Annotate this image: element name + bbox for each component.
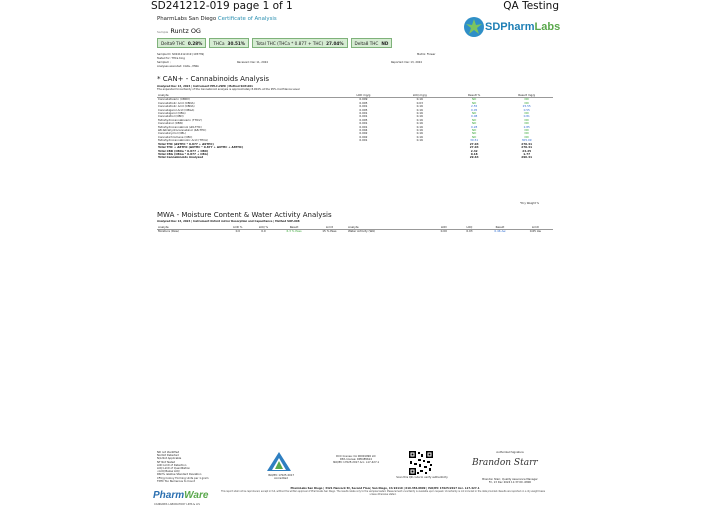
analyte-name: Δ8-tetrahydrocannabinol (Δ8-THC) xyxy=(158,128,207,133)
total-mg: 296.41 xyxy=(521,155,533,160)
loq-value: 0.16 xyxy=(416,97,423,102)
wa-analyte: Water Activity (WA) xyxy=(348,229,376,234)
lod-value: 0.004 xyxy=(359,128,368,133)
logo-word-a: SDPharm xyxy=(485,21,535,33)
cannabinoid-analyzed: Analyzed Dec 13, 2024 | Instrument HPLC-VWD | Method SOP-001 xyxy=(157,85,253,88)
badge-delta9: Delta9 THC 0.28% xyxy=(157,38,206,48)
wa-lod: 0.00 xyxy=(440,229,447,234)
analyte-name: Cannabigerol Acid (CBGA) xyxy=(158,107,195,112)
result-mg: 25.55 xyxy=(522,104,531,109)
loq-value: 0.03 xyxy=(416,100,423,105)
moisture-section-title: MWA - Moisture Content & Water Activity Analysis xyxy=(157,211,332,219)
result-pct: 0.28 xyxy=(471,124,478,129)
col-result: Result xyxy=(289,225,299,229)
pharmware-a: Pharm xyxy=(153,490,185,501)
leaf-icon xyxy=(463,16,485,38)
dry-weight-note: *Dry Weight % xyxy=(520,202,540,205)
result-pct: 0.05 xyxy=(471,107,478,112)
result-mg: ND xyxy=(524,131,529,136)
legend-item: <LOQ Below LOQ xyxy=(157,470,180,474)
wa-result: 0.46 Aw xyxy=(494,229,506,234)
total-mg: 270.41 xyxy=(521,141,533,146)
sample-meta xyxy=(157,53,557,71)
pharmware-subtitle: CANNABIS LABORATORY LIMS & LIS xyxy=(154,503,200,506)
accreditation-caption: ISO/IEC 17025:2017 Accredited xyxy=(267,474,295,481)
total-pct: 2.42 xyxy=(470,148,478,153)
table-row xyxy=(347,230,553,234)
sample-label: Sample xyxy=(157,30,169,34)
col-lod: LOD xyxy=(440,225,447,229)
total-label: Total CBD (CBDa * 0.877 + CBD) xyxy=(158,148,209,153)
lod-value: 0.005 xyxy=(359,100,368,105)
reported: Reported: Dec 13, 2024 xyxy=(391,61,422,64)
legend-item: LOQ Limit of Quantitation xyxy=(157,467,191,471)
analyte-name: Cannabinol (CBN) xyxy=(158,121,183,126)
loq-value: 0.16 xyxy=(416,104,423,109)
col-limit: Limit xyxy=(531,225,539,229)
result-mg: ND xyxy=(524,100,529,105)
result-pct: ND xyxy=(472,97,477,102)
total-label: Total THC + Δ8THC (Δ9THC * 0.877 + Δ9THC + Δ8THC) xyxy=(158,145,244,150)
moisture-limit: 15 % Pass xyxy=(322,229,337,234)
result-pct: ND xyxy=(472,100,477,105)
analyte-name: Cannabidiol (CBD) xyxy=(158,114,184,119)
signer-block xyxy=(475,478,545,484)
qr-caption: Scan this QR code to verify authenticity xyxy=(396,476,448,479)
analyte-name: Tetrahydrocannabivarin (THCV) xyxy=(158,117,202,122)
col-result-pct: Result % xyxy=(468,93,481,97)
col-limit: Limit xyxy=(325,225,333,229)
legend-item: N/A Not Applicable xyxy=(157,457,182,461)
moisture-analyte: Moisture (Raw) xyxy=(158,229,179,234)
result-pct: ND xyxy=(472,111,477,116)
lod-value: 0.009 xyxy=(359,97,368,102)
license-dea: DEA license: RP0485614 xyxy=(340,458,372,462)
table-row xyxy=(157,230,347,234)
badge-thca: THCa 30.51% xyxy=(209,38,249,48)
license-iso: ISO/IEC 17025:2017 Acc. L17-427-1 xyxy=(332,461,380,465)
loq-value: 0.16 xyxy=(416,107,423,112)
cannabinoid-section-title: * CAN+ - Cannabinoids Analysis xyxy=(157,75,270,83)
total-mg: 270.41 xyxy=(521,145,533,150)
cannabinoid-table xyxy=(157,94,553,160)
result-mg: 0.81 xyxy=(523,114,530,119)
qr-code-icon[interactable] xyxy=(408,450,434,476)
col-result-mg: Result mg/g xyxy=(518,93,536,97)
total-pct: 27.04 xyxy=(469,141,479,146)
pharmware-b: Ware xyxy=(184,490,209,501)
legend-item: NA Not Detected xyxy=(157,454,179,458)
legend-item: CFU/g Colony Forming Units per 1 gram xyxy=(157,476,209,480)
result-pct: ND xyxy=(472,134,477,139)
legend-item: LOD Limit of Detection xyxy=(157,463,187,467)
abbreviation-legend xyxy=(157,451,217,483)
lod-value: 0.002 xyxy=(359,134,368,139)
result-mg: 0.55 xyxy=(523,107,530,112)
legend-item: ND not Identified xyxy=(157,451,180,454)
sampled: Sampled: ; xyxy=(157,61,171,64)
lab-name: PharmLabs San Diego xyxy=(157,16,217,22)
spacer xyxy=(335,156,391,159)
lod-value: 0.001 xyxy=(359,138,368,143)
lod-value: 0.001 xyxy=(359,124,368,129)
result-mg: ND xyxy=(524,97,529,102)
loq-value: 0.16 xyxy=(416,114,423,119)
badge-total-thc: Total THC (THCa * 0.877 + THC) 27.04% xyxy=(252,38,348,48)
loq-value: 0.16 xyxy=(416,121,423,126)
loq-value: 0.16 xyxy=(416,128,423,133)
loq-value: 0.16 xyxy=(416,117,423,122)
result-mg: ND xyxy=(524,128,529,133)
analyte-name: Cannabidivarin (CBDV) xyxy=(158,97,191,102)
result-pct: ND xyxy=(472,131,477,136)
page-title: SD241212-019 page 1 of 1 xyxy=(151,0,293,12)
total-pct: 27.04 xyxy=(469,145,479,150)
col-lod: LOD mg/g xyxy=(356,93,371,97)
lod-value: 0.001 xyxy=(359,111,368,116)
lod-value: 0.002 xyxy=(359,131,368,136)
cannabinoid-uncertainty: The expanded Uncertainty of the Cannabinoid analysis is approximately 8.904% at the 95% Confidence Level xyxy=(157,88,300,92)
analyte-name: Cannabicyclol (CBL) xyxy=(158,131,186,136)
product-line xyxy=(157,27,201,35)
col-analyte: Analyte xyxy=(158,225,169,229)
legend-item: TNTC Too Numerous to Count xyxy=(157,479,195,483)
sample-id: Sample ID: SD241212-019 (105739) xyxy=(157,53,205,56)
sdpharmlabs-logo xyxy=(463,16,561,40)
result-mg: 2.85 xyxy=(523,124,530,129)
result-pct: ND xyxy=(472,121,477,126)
analyte-name: Tetrahydrocannabinolic Acid (THCA) xyxy=(158,138,209,143)
col-analyte: Analyte xyxy=(158,93,169,97)
lod-value: 0.001 xyxy=(359,121,368,126)
received: Received: Dec 11, 2024 xyxy=(237,61,268,64)
col-loq: LOQ xyxy=(466,225,473,229)
water-activity-table xyxy=(347,226,553,234)
address-line: PharmLabs San Diego | 3421 Hancock St, Second Floor, San Diego, CA 92110 | 619.356.0899 | ISO/IEC 17025:2017 Acc. L17-427-1 xyxy=(290,487,480,490)
result-pct: ND xyxy=(472,117,477,122)
result-mg: ND xyxy=(524,117,529,122)
moisture-result: 6.3 % Pass xyxy=(286,229,302,234)
tested-for: Tested for: THCa King xyxy=(157,57,185,60)
spacer xyxy=(392,156,448,159)
lod-value: 0.001 xyxy=(359,104,368,109)
total-mg: 1.77 xyxy=(523,151,531,156)
loq-value: 0.16 xyxy=(416,124,423,129)
analyte-name: Cannabidiolic Acid (CBDA) xyxy=(158,100,195,105)
total-label: Total THC (Δ9THC * 0.877 + Δ9THC) xyxy=(158,141,214,146)
signature-heading: Authorized Signature xyxy=(496,451,524,454)
loq-value: 0.16 xyxy=(416,138,423,143)
cannabinoid-section-sub xyxy=(157,85,557,91)
product-name: Runtz OG xyxy=(170,27,201,35)
analyte-name: Cannabidiolic Acid (CBDA) xyxy=(158,104,195,109)
pja-accreditation-icon xyxy=(266,451,292,473)
total-label: Total CBG (CBGa * 0.877 + CBG) xyxy=(158,151,209,156)
col-lod: LOD % xyxy=(233,225,243,229)
lod-value: 0.005 xyxy=(359,117,368,122)
result-mg: ND xyxy=(524,111,529,116)
result-pct: 0.08 xyxy=(471,114,478,119)
result-mg: ND xyxy=(524,134,529,139)
badge-delta8: Delta8 THC ND xyxy=(351,38,393,48)
loq-value: 0.16 xyxy=(416,134,423,139)
logo-word-b: Labs xyxy=(534,21,561,33)
moisture-loq: 0.0 xyxy=(261,229,266,234)
license-dcc: DCC license: CA 00001996 LIC xyxy=(336,455,376,458)
total-mg: 24.25 xyxy=(522,148,532,153)
coa-label: Certificate of Analysis xyxy=(217,16,277,22)
legend-item: NT Not Tested xyxy=(157,460,176,464)
lod-value: 0.005 xyxy=(359,107,368,112)
result-mg: 305.09 xyxy=(521,138,532,143)
signer-name: Brandon Starr, Quality Assurance Manager xyxy=(482,478,538,481)
result-pct: 30.51 xyxy=(470,138,479,143)
pharmware-logo xyxy=(153,490,208,501)
moisture-table xyxy=(157,226,347,234)
loq-value: 0.16 xyxy=(416,111,423,116)
potency-summary xyxy=(157,38,392,48)
legend-item: RSD% relative Standard Deviation xyxy=(157,473,202,477)
wa-limit: 0.65 Aw xyxy=(529,229,541,234)
license-block xyxy=(325,455,387,465)
analyte-name: Cannabigerol (CBG) xyxy=(158,111,186,116)
lab-heading xyxy=(157,16,277,22)
total-pct: 29.64 xyxy=(469,155,479,160)
analyte-name: Cannabichromene (CBC) xyxy=(158,134,193,139)
result-pct: 2.55 xyxy=(471,104,478,109)
result-mg: ND xyxy=(524,121,529,126)
analyte-name: Tetrahydrocannabinol (Δ9-THC) xyxy=(158,124,202,129)
lod-value: 0.001 xyxy=(359,114,368,119)
total-row xyxy=(157,156,553,159)
total-label: Total Cannabinoids Analyzed xyxy=(158,155,204,160)
loq-value: 0.16 xyxy=(416,131,423,136)
col-loq: LOQ mg/g xyxy=(412,93,427,97)
col-loq: LOQ % xyxy=(258,225,269,229)
col-analyte: Analyte xyxy=(348,225,359,229)
matrix: Matrix: Flower xyxy=(417,53,436,56)
moisture-lod: 0.0 xyxy=(235,229,241,234)
total-pct: 0.18 xyxy=(470,151,478,156)
col-result: Result xyxy=(495,225,505,229)
wa-loq: 0.03 xyxy=(466,229,473,234)
disclaimer: This report shall not be reproduced, except in full, without the written approval of PharmLabs San Diego. The results relate only to the samples tested. Measurement uncertainty is available upon request. Uncertainty is not included in the data provided. Results are reported on a dry weight basis unless otherwise stated. xyxy=(221,490,545,496)
signature: Brandon Starr xyxy=(472,458,538,468)
page-right-title: QA Testing xyxy=(503,0,559,12)
analyses-executed: Analyses executed: CAN+, MWA xyxy=(157,65,199,68)
result-pct: ND xyxy=(472,128,477,133)
moisture-analyzed: Analyzed Dec 13, 2024 | Instrument Oxford mirror Desorption and Capacitance | Method SOP-008 xyxy=(157,220,300,223)
signed-date: Fri, 13 Dec 2024 11:37:00 -0800 xyxy=(488,481,532,485)
